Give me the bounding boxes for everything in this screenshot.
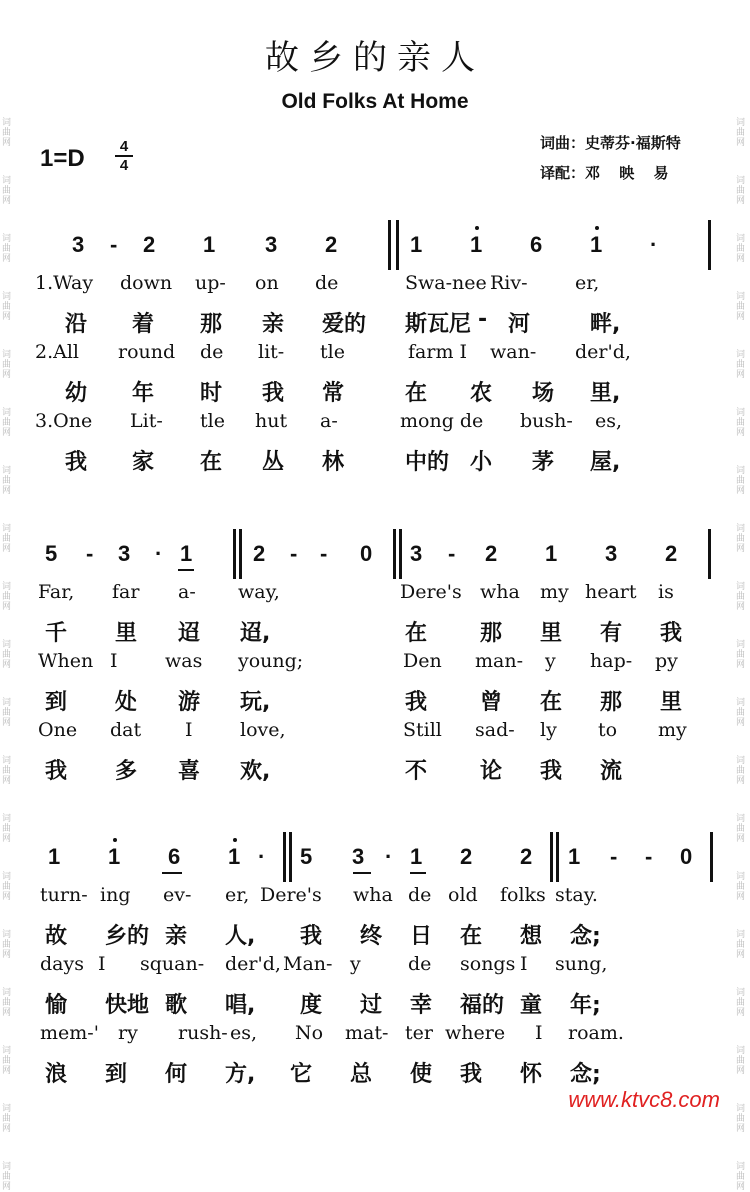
lyric-english: a- [320,410,338,432]
watermark-block: 词 曲 网 [736,1046,746,1076]
watermark-block: 词 曲 网 [736,408,746,438]
lyric-english: Far, [38,581,75,603]
lyric-english: ter [405,1022,433,1044]
note: · [385,844,393,869]
watermark-block: 词 曲 网 [2,466,12,496]
lyric-english: mem-' [40,1022,99,1044]
lyric-chinese: 畔, [590,311,621,337]
lyric-chinese: 流 [600,758,623,784]
note: · [155,541,163,566]
lyric-english: 1.Way [35,272,94,294]
lyric-chinese: 那 [200,311,223,337]
time-signature-top: 4 [119,138,129,155]
lyric-english: One [38,719,78,741]
watermark-block: 词 曲 网 [2,1162,12,1192]
lyric-chinese: 有 [600,620,623,646]
lyric-chinese: 终 [360,923,383,949]
lyric-chinese: 不 [405,758,428,784]
lyric-english: der'd, [225,953,281,975]
watermark-block: 词 曲 网 [2,814,12,844]
lyric-chinese: 我 [540,758,563,784]
lyric-chinese: 喜 [178,758,201,784]
bar-line [233,529,236,579]
bar-line [399,529,402,579]
watermark-block: 词 曲 网 [736,292,746,322]
lyric-english: ing [100,884,131,906]
lyric-chinese: 歌 [165,992,188,1018]
lyric-english: Riv- [490,272,528,294]
lyric-chinese: 快地 [105,992,150,1018]
lyric-english: wan- [490,341,537,363]
watermark-block: 词 曲 网 [736,582,746,612]
lyric-english: der'd, [575,341,631,363]
note: - [448,541,456,566]
note: 5 [300,844,313,869]
high-octave-dot [113,838,117,842]
lyric-english: heart [585,581,637,603]
note: - [320,541,328,566]
watermark-block: 词 曲 网 [2,176,12,206]
lyric-english: I [520,953,528,975]
note: 2 [520,844,533,869]
bar-line [708,220,711,270]
watermark-block: 词 曲 网 [736,176,746,206]
note: - [290,541,298,566]
bar-line [550,832,553,882]
note: - [645,844,653,869]
time-signature-bottom: 4 [115,155,133,174]
lyric-chinese: 年 [132,380,155,406]
note: 1 [545,541,558,566]
lyric-english: folks [500,884,546,906]
site-watermark[interactable]: www.ktvc8.com [568,1087,720,1112]
lyric-english: I [98,953,106,975]
lyric-english: way, [238,581,280,603]
watermark-block: 词 曲 网 [736,814,746,844]
eighth-note-beam [178,569,194,571]
watermark-block: 词 曲 网 [736,988,746,1018]
lyric-english: to [598,719,618,741]
watermark-block: 词 曲 网 [736,1162,746,1192]
lyric-chinese: 故 [45,923,68,949]
lyric-english: round [118,341,176,363]
lyric-english: down [120,272,173,294]
watermark-block: 词 曲 网 [2,582,12,612]
lyric-chinese: 使 [410,1061,433,1087]
lyric-chinese: 我 [65,449,88,475]
lyric-chinese: 我 [660,620,683,646]
watermark-block: 词 曲 网 [2,118,12,148]
lyric-english: my [658,719,687,741]
lyric-english: Den [403,650,442,672]
watermark-block: 词 曲 网 [736,872,746,902]
lyric-chinese: 幸 [410,992,433,1018]
note: 1 [180,541,193,566]
note: 2 [460,844,473,869]
note: 0 [680,844,693,869]
lyric-english: wha [480,581,520,603]
lyric-english: Dere's [400,581,462,603]
lyric-chinese: 丛 [262,449,285,475]
lyric-chinese: 屋, [590,449,621,475]
key-signature: 1=D [40,145,85,172]
lyric-english: Swa-nee [405,272,487,294]
lyric-english: py [655,650,678,672]
lyric-english: er, [225,884,250,906]
bar-line [289,832,292,882]
lyric-chinese: 总 [350,1061,373,1087]
lyric-english: stay. [555,884,598,906]
lyric-chinese: 过 [360,992,383,1018]
lyric-chinese: 斯瓦尼 [405,311,472,337]
lyric-chinese: 童 [520,992,543,1018]
lyric-chinese: 里 [540,620,563,646]
time-signature [115,138,133,174]
lyric-english: love, [240,719,286,741]
note: 1 [203,232,216,257]
note: · [258,844,266,869]
watermark-block: 词 曲 网 [2,408,12,438]
lyric-chinese: 方, [225,1061,256,1087]
eighth-note-beam [410,872,426,874]
lyric-chinese: 迢 [178,620,201,646]
lyric-chinese: 小 [470,449,493,475]
lyric-chinese: 它 [290,1061,313,1087]
lyric-chinese: 人, [225,923,256,949]
note: 6 [530,232,543,257]
note: 2 [253,541,266,566]
note: 1 [48,844,61,869]
bar-line [708,529,711,579]
lyric-chinese: 玩, [240,689,271,715]
lyric-chinese: 爱的 [322,311,367,337]
lyric-chinese: 千 [45,620,68,646]
lyric-chinese: 沿 [65,311,88,337]
watermark-block: 词 曲 网 [736,350,746,380]
lyric-chinese: 河 [508,311,531,337]
lyric-chinese: 度 [300,992,323,1018]
lyric-chinese: 林 [322,449,345,475]
lyric-chinese: 欢, [240,758,271,784]
lyric-english: ev- [163,884,192,906]
lyric-chinese: 我 [300,923,323,949]
watermark-block: 词 曲 网 [736,524,746,554]
lyric-english: 2.All [35,341,80,363]
lyric-english: farm I [408,341,468,363]
lyric-english: de [315,272,339,294]
watermark-block: 词 曲 网 [2,930,12,960]
lyric-chinese: 念; [570,923,601,949]
lyric-english: y [545,650,556,672]
note: - [86,541,94,566]
lyric-chinese: 论 [480,758,503,784]
note: 2 [485,541,498,566]
lyric-english: I [110,650,118,672]
lyric-english: where [445,1022,506,1044]
lyric-english: man- [475,650,524,672]
watermark-block: 词 曲 网 [2,350,12,380]
lyric-chinese: 茅 [532,449,555,475]
watermark-block: 词 曲 网 [2,698,12,728]
lyric-english: 3.One [35,410,93,432]
lyric-chinese: 那 [600,689,623,715]
note: 3 [605,541,618,566]
lyric-english: hap- [590,650,633,672]
lyric-chinese: 我 [405,689,428,715]
lyric-chinese: 亲 [165,923,188,949]
lyric-english: rush- [178,1022,228,1044]
watermark-block: 词 曲 网 [2,640,12,670]
watermark-block: 词 曲 网 [736,640,746,670]
note: 3 [352,844,365,869]
lyric-english: ly [540,719,557,741]
lyric-chinese: 怀 [520,1061,543,1087]
note: 0 [360,541,373,566]
watermark-block: 词 曲 网 [2,1046,12,1076]
high-octave-dot [475,226,479,230]
bar-line [239,529,242,579]
note: 1 [470,232,483,257]
note: 6 [168,844,181,869]
lyric-english: turn- [40,884,88,906]
lyric-english: ry [118,1022,138,1044]
lyric-chinese: 迢, [240,620,271,646]
lyric-english: days [40,953,84,975]
high-octave-dot [595,226,599,230]
lyric-english: is [658,581,674,603]
lyric-chinese: 到 [105,1061,128,1087]
lyric-english: hut [255,410,288,432]
lyric-chinese: 日 [410,923,433,949]
lyric-english: es, [230,1022,258,1044]
watermark-block: 词 曲 网 [736,118,746,148]
note: · [650,232,658,257]
lyric-chinese: 时 [200,380,223,406]
lyric-chinese: 在 [460,923,483,949]
note: 1 [410,844,423,869]
lyric-chinese: 曾 [480,689,503,715]
page-title-english: Old Folks At Home [281,90,469,113]
note: 1 [108,844,121,869]
lyric-english: When [38,650,94,672]
high-octave-dot [233,838,237,842]
lyric-english: tle [320,341,345,363]
lyric-english: up- [195,272,226,294]
lyric-english: de [408,884,432,906]
lyric-english: es, [595,410,623,432]
lyric-english: Dere's [260,884,322,906]
lyric-chinese: - [478,306,488,332]
lyric-english: on [255,272,279,294]
lyric-chinese: 在 [405,380,428,406]
watermark-block: 词 曲 网 [736,1104,746,1134]
watermark-block: 词 曲 网 [736,698,746,728]
lyric-chinese: 念; [570,1061,601,1087]
lyric-chinese: 何 [165,1061,188,1087]
watermark-block: 词 曲 网 [2,872,12,902]
lyric-chinese: 里 [115,620,138,646]
lyric-english: bush- [520,410,573,432]
lyric-chinese: 乡的 [105,923,150,949]
lyric-chinese: 里 [660,689,683,715]
note: 2 [325,232,338,257]
note: 3 [410,541,423,566]
watermark-block: 词 曲 网 [2,524,12,554]
watermark-block: 词 曲 网 [736,466,746,496]
lyric-chinese: 处 [115,689,138,715]
lyric-chinese: 年; [570,992,601,1018]
lyric-chinese: 想 [520,923,543,949]
lyric-chinese: 我 [460,1061,483,1087]
note: 1 [568,844,581,869]
lyric-chinese: 着 [132,311,155,337]
lyric-chinese: 在 [200,449,223,475]
note: - [110,232,118,257]
lyric-chinese: 我 [45,758,68,784]
lyric-chinese: 农 [470,380,493,406]
lyric-english: a- [178,581,196,603]
watermark-block: 词 曲 网 [2,988,12,1018]
lyric-chinese: 唱, [225,992,256,1018]
lyric-english: Lit- [130,410,163,432]
note: 1 [228,844,241,869]
lyric-chinese: 场 [532,380,555,406]
lyric-english: far [112,581,140,603]
lyric-chinese: 中的 [405,449,450,475]
watermark-block: 词 曲 网 [736,234,746,264]
lyric-chinese: 亲 [262,311,285,337]
note: - [610,844,618,869]
lyric-chinese: 到 [45,689,68,715]
lyric-english: my [540,581,569,603]
lyric-english: I [185,719,193,741]
lyric-english: de [408,953,432,975]
lyric-chinese: 游 [178,689,201,715]
note: 3 [72,232,85,257]
watermark-block: 词 曲 网 [2,756,12,786]
watermark-block: 词 曲 网 [2,1104,12,1134]
note: 1 [590,232,603,257]
lyric-english: de [200,341,224,363]
bar-line [388,220,391,270]
lyric-chinese: 在 [405,620,428,646]
lyric-english: mong de [400,410,484,432]
note: 3 [265,232,278,257]
lyric-chinese: 常 [322,380,345,406]
note: 1 [410,232,423,257]
lyric-chinese: 多 [115,758,138,784]
lyric-english: wha [353,884,393,906]
credit-translation: 译配：邓 映 易 [540,164,669,182]
note: 5 [45,541,58,566]
note: 2 [143,232,156,257]
note: 3 [118,541,131,566]
lyric-english: dat [110,719,142,741]
note: 2 [665,541,678,566]
bar-line [710,832,713,882]
page-title-chinese: 故乡的亲人 [265,38,485,78]
bar-line [556,832,559,882]
bar-line [396,220,399,270]
eighth-note-beam [162,872,182,874]
watermark-block: 词 曲 网 [736,930,746,960]
lyric-english: mat- [345,1022,389,1044]
lyric-english: was [165,650,203,672]
lyric-english: tle [200,410,225,432]
bar-line [283,832,286,882]
lyric-english: squan- [140,953,205,975]
lyric-chinese: 福的 [460,992,505,1018]
lyric-chinese: 幼 [65,380,88,406]
lyric-english: lit- [258,341,285,363]
lyric-english: roam. [568,1022,624,1044]
credit-lyrics-music: 词曲：史蒂芬·福斯特 [540,134,681,152]
watermark-block: 词 曲 网 [736,756,746,786]
lyric-chinese: 浪 [45,1061,68,1087]
lyric-english: er, [575,272,600,294]
watermark-block: 词 曲 网 [2,234,12,264]
lyric-english: I [535,1022,543,1044]
lyric-english: y [350,953,361,975]
lyric-english: Man- [283,953,333,975]
lyric-chinese: 里, [590,380,621,406]
bar-line [393,529,396,579]
lyric-chinese: 家 [132,449,155,475]
lyric-english: Still [403,719,442,741]
lyric-chinese: 那 [480,620,503,646]
lyric-english: songs [460,953,516,975]
lyric-chinese: 我 [262,380,285,406]
lyric-english: old [448,884,478,906]
lyric-chinese: 愉 [45,992,68,1018]
lyric-chinese: 在 [540,689,563,715]
watermark-block: 词 曲 网 [2,292,12,322]
lyric-english: young; [238,650,304,672]
lyric-english: No [295,1022,324,1044]
eighth-note-beam [353,872,371,874]
lyric-english: sad- [475,719,515,741]
lyric-english: sung, [555,953,608,975]
